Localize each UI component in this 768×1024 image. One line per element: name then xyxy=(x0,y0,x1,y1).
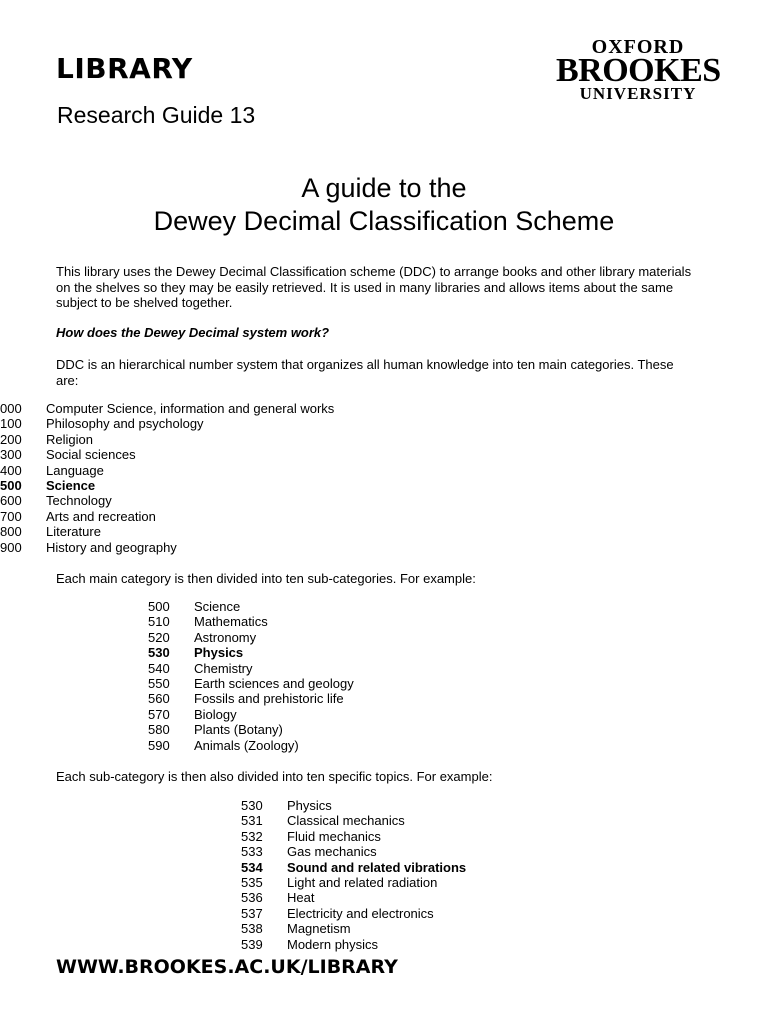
logo-line-oxford: OXFORD xyxy=(591,36,685,58)
class-label: Physics xyxy=(194,645,244,661)
classification-row xyxy=(241,921,466,936)
class-number: 510 xyxy=(148,614,170,630)
classification-row xyxy=(241,860,466,875)
class-number: 200 xyxy=(0,431,22,447)
class-number: 535 xyxy=(241,875,263,891)
classification-row xyxy=(0,540,334,555)
class-label: Heat xyxy=(287,890,315,906)
class-number: 560 xyxy=(148,691,170,707)
footer-website-link[interactable]: WWW.BROOKES.AC.UK/LIBRARY xyxy=(56,956,398,978)
classification-row xyxy=(241,798,466,813)
class-label: Gas mechanics xyxy=(287,844,377,860)
class-number: 590 xyxy=(148,737,170,753)
class-number: 800 xyxy=(0,524,22,540)
class-number: 520 xyxy=(148,629,170,645)
class-label: Fossils and prehistoric life xyxy=(194,691,344,707)
classification-row xyxy=(241,937,466,952)
class-number: 540 xyxy=(148,660,170,676)
class-number: 570 xyxy=(148,706,170,722)
class-number: 600 xyxy=(0,493,22,509)
class-number: 100 xyxy=(0,416,22,432)
sub-categories-list xyxy=(148,599,354,753)
classification-row xyxy=(0,524,334,539)
class-label: Physics xyxy=(287,798,332,813)
class-label: Chemistry xyxy=(194,660,253,676)
classification-row xyxy=(148,661,354,676)
classification-row xyxy=(148,599,354,614)
class-label: Science xyxy=(194,599,241,614)
class-number: 537 xyxy=(241,905,263,921)
class-label: Language xyxy=(46,462,104,478)
class-label: Classical mechanics xyxy=(287,813,405,829)
class-number: 530 xyxy=(241,798,263,813)
class-label: Magnetism xyxy=(287,921,351,937)
classification-row xyxy=(241,844,466,859)
classification-row xyxy=(0,509,334,524)
logo-line-brookes: BROOKES xyxy=(556,52,721,89)
class-label: Science xyxy=(46,478,96,494)
class-number: 000 xyxy=(0,401,22,416)
class-number: 500 xyxy=(0,478,22,494)
document-title-line1: A guide to the xyxy=(301,173,467,203)
class-label: Technology xyxy=(46,493,112,509)
class-label: Light and related radiation xyxy=(287,875,438,891)
classification-row xyxy=(241,813,466,828)
classification-row xyxy=(148,691,354,706)
classification-row xyxy=(0,416,334,431)
class-label: Sound and related vibrations xyxy=(287,859,467,875)
intro-paragraph: This library uses the Dewey Decimal Classification scheme (DDC) to arrange books and other library materials on the shelves so they may be easily retrieved. It is used in many libraries and allows items about the same subject to be shelved together. xyxy=(56,264,692,310)
class-label: Religion xyxy=(46,431,93,447)
class-number: 536 xyxy=(241,890,263,906)
class-number: 538 xyxy=(241,921,263,937)
class-number: 530 xyxy=(148,645,170,661)
classification-row xyxy=(148,676,354,691)
class-label: Computer Science, information and general works xyxy=(46,401,335,416)
sub-categories-intro: Each main category is then divided into ten sub-categories. For example: xyxy=(56,571,476,586)
classification-row xyxy=(0,447,334,462)
class-number: 500 xyxy=(148,599,170,614)
class-label: Arts and recreation xyxy=(46,508,156,524)
classification-row xyxy=(148,614,354,629)
class-label: Mathematics xyxy=(194,614,268,630)
classification-row xyxy=(0,401,334,416)
classification-row xyxy=(148,645,354,660)
class-number: 539 xyxy=(241,936,263,952)
class-number: 300 xyxy=(0,447,22,463)
main-categories-list xyxy=(0,401,334,555)
classification-row xyxy=(241,829,466,844)
library-heading: LIBRARY xyxy=(56,52,193,85)
class-number: 580 xyxy=(148,722,170,738)
section-question-heading: How does the Dewey Decimal system work? xyxy=(56,325,330,340)
class-number: 532 xyxy=(241,828,263,844)
classification-row xyxy=(0,463,334,478)
class-label: Plants (Botany) xyxy=(194,722,283,738)
classification-row xyxy=(0,432,334,447)
classification-row xyxy=(148,707,354,722)
classification-row xyxy=(241,875,466,890)
research-guide-subtitle: Research Guide 13 xyxy=(57,102,256,128)
class-label: Social sciences xyxy=(46,447,136,463)
class-label: Biology xyxy=(194,706,237,722)
class-label: Modern physics xyxy=(287,936,379,952)
classification-row xyxy=(148,630,354,645)
document-title-line2: Dewey Decimal Classification Scheme xyxy=(153,206,615,236)
ddc-description-paragraph: DDC is an hierarchical number system that organizes all human knowledge into ten main categories. These are: xyxy=(56,357,674,388)
class-number: 900 xyxy=(0,539,22,555)
class-number: 550 xyxy=(148,676,170,692)
class-label: Philosophy and psychology xyxy=(46,416,204,432)
specific-topics-intro: Each sub-category is then also divided into ten specific topics. For example: xyxy=(56,769,493,784)
class-label: History and geography xyxy=(46,539,177,555)
logo-line-university: UNIVERSITY xyxy=(579,84,697,103)
class-label: Earth sciences and geology xyxy=(194,676,354,692)
class-label: Animals (Zoology) xyxy=(194,737,299,753)
class-number: 531 xyxy=(241,813,263,829)
class-label: Astronomy xyxy=(194,629,257,645)
classification-row xyxy=(0,493,334,508)
class-number: 400 xyxy=(0,462,22,478)
classification-row xyxy=(148,738,354,753)
classification-row xyxy=(0,478,334,493)
classification-row xyxy=(241,890,466,905)
class-label: Electricity and electronics xyxy=(287,905,434,921)
classification-row xyxy=(148,722,354,737)
class-label: Fluid mechanics xyxy=(287,828,381,844)
classification-row xyxy=(241,906,466,921)
class-number: 700 xyxy=(0,508,22,524)
specific-topics-list xyxy=(241,798,466,952)
class-label: Literature xyxy=(46,524,101,540)
class-number: 533 xyxy=(241,844,263,860)
class-number: 534 xyxy=(241,859,263,875)
